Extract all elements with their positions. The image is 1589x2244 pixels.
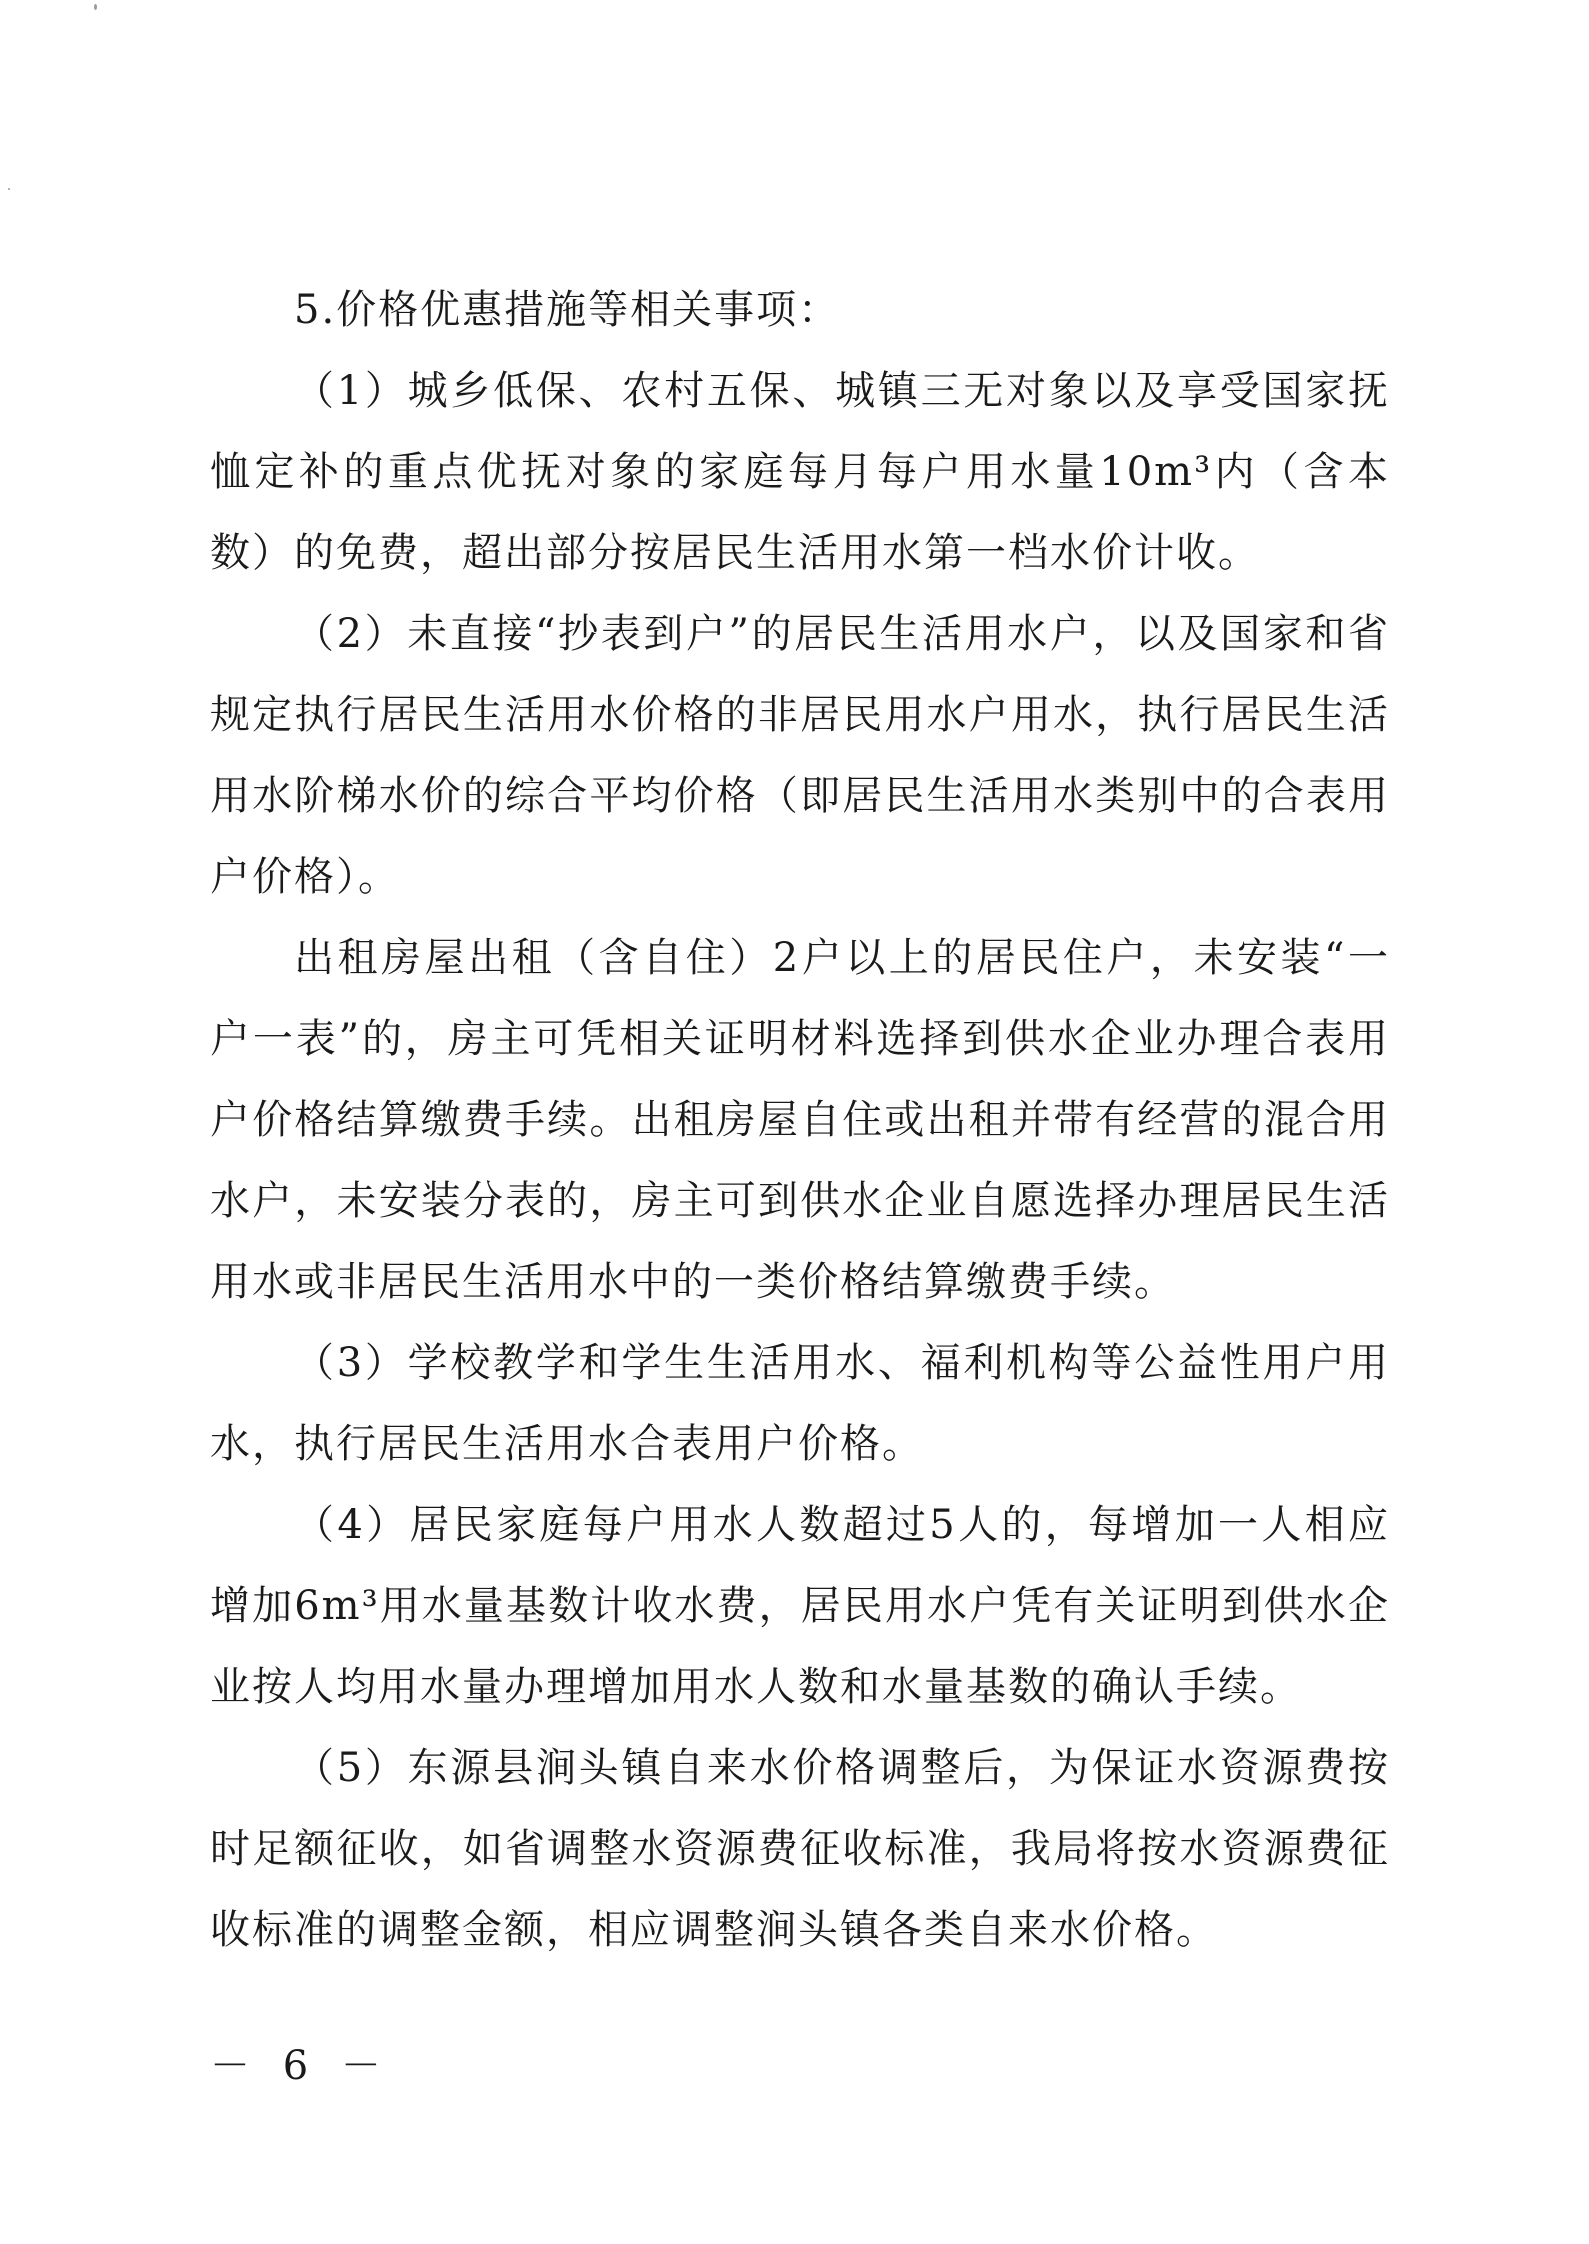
paragraph-low-income-exemption: （1）城乡低保、农村五保、城镇三无对象以及享受国家抚恤定补的重点优抚对象的家庭每月每户用水量10m³内（含本数）的免费，超出部分按居民生活用水第一档水价计收。 <box>210 368 1390 576</box>
section-heading: 5.价格优惠措施等相关事项： <box>294 287 841 333</box>
paragraph-large-households: （4）居民家庭每户用水人数超过5人的，每增加一人相应增加6m³用水量基数计收水费，居民用水户凭有关证明到供水企业按人均用水量办理增加用水人数和水量基数的确认手续。 <box>210 1502 1390 1710</box>
paragraph-water-resource-fee: （5）东源县涧头镇自来水价格调整后，为保证水资源费按时足额征收，如省调整水资源费征收标准，我局将按水资源费征收标准的调整金额，相应调整涧头镇各类自来水价格。 <box>210 1745 1390 1953</box>
paragraph-public-welfare-users: （3）学校教学和学生生活用水、福利机构等公益性用户用水，执行居民生活用水合表用户价格。 <box>210 1340 1390 1467</box>
page-number: － 6 － <box>210 2043 391 2089</box>
scan-speck <box>94 4 97 10</box>
document-body <box>210 270 1390 1971</box>
paragraph-non-metered-households: （2）未直接“抄表到户”的居民生活用水户，以及国家和省规定执行居民生活用水价格的非居民用水户用水，执行居民生活用水阶梯水价的综合平均价格（即居民生活用水类别中的合表用户价格）。 <box>210 611 1390 900</box>
scan-speck <box>8 188 10 190</box>
paragraph-rental-housing: 出租房屋出租（含自住）2户以上的居民住户，未安装“一户一表”的，房主可凭相关证明材料选择到供水企业办理合表用户价格结算缴费手续。出租房屋自住或出租并带有经营的混合用水户，未安装分表的，房主可到供水企业自愿选择办理居民生活用水或非居民生活用水中的一类价格结算缴费手续。 <box>210 935 1390 1305</box>
